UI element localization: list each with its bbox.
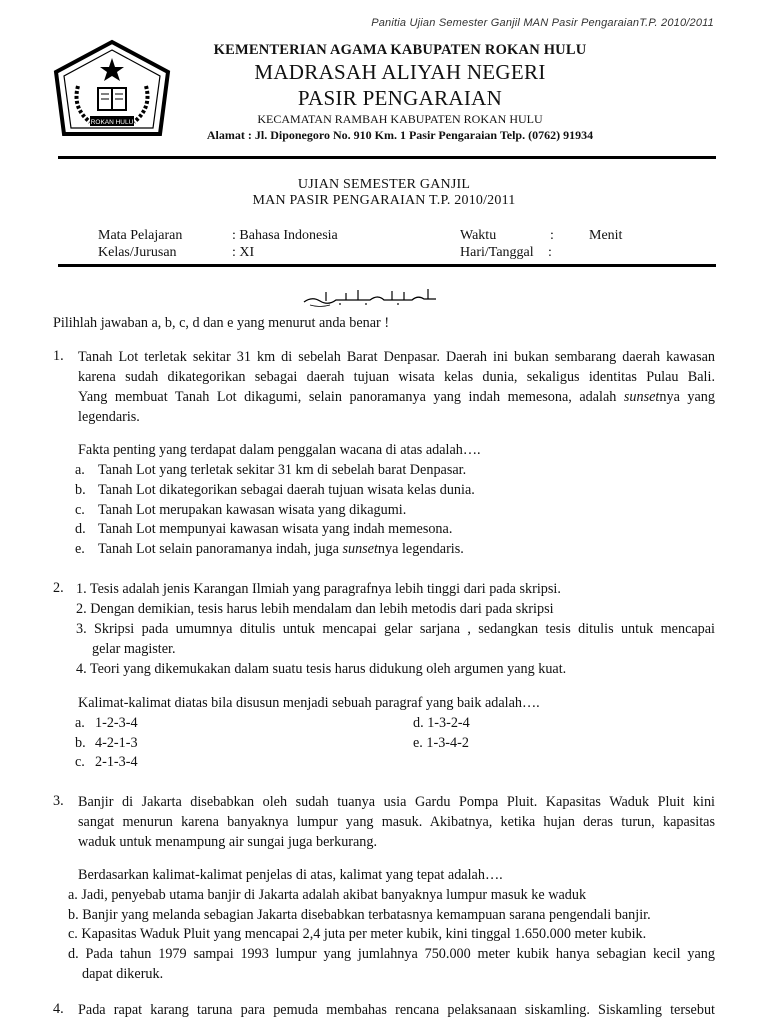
q3-prompt: Berdasarkan kalimat-kalimat penjelas di atas, kalimat yang tepat adalah…. — [78, 867, 503, 883]
q3-option-b: b. Banjir yang melanda sebagian Jakarta disebabkan terbatasnya kemampuan sarana pengendali banjir. — [68, 907, 651, 923]
hari-colon: : — [548, 245, 552, 260]
q4-line: Pada rapat karang taruna para pemuda membahas rencana pelaksanaan siskamling. Siskamling tersebut — [78, 1002, 715, 1018]
bismillah-calligraphy-icon — [300, 286, 440, 308]
q3-option-c: c. Kapasitas Waduk Pluit yang mencapai 2,4 juta per meter kubik, kini tinggal 1.650.000 meter kubik. — [68, 926, 647, 942]
q2-prompt: Kalimat-kalimat diatas bila disusun menjadi sebuah paragraf yang baik adalah…. — [78, 695, 540, 711]
q3-option-d-cont: dapat dikeruk. — [82, 966, 164, 982]
header-note: Panitia Ujian Semester Ganjil MAN Pasir PengaraianT.P. 2010/2011 — [371, 17, 714, 29]
q2-option-a: 1-2-3-4 — [95, 715, 138, 731]
q4-number: 4. — [53, 1001, 64, 1017]
q2-sentence: 2. Dengan demikian, tesis harus lebih mendalam dan lebih metodis dari pada skripsi — [76, 601, 554, 617]
q1-line: karena sudah dikategorikan sebagai daerah tujuan wisata kelas dunia, sekaligus identitas Pulau Bali. — [78, 369, 715, 385]
kop-kecamatan: KECAMATAN RAMBAH KABUPATEN ROKAN HULU — [257, 112, 543, 126]
instruction: Pilihlah jawaban a, b, c, d dan e yang menurut anda benar ! — [53, 315, 390, 331]
q1-line: legendaris. — [78, 409, 140, 425]
q2-option-b: 4-2-1-3 — [95, 735, 138, 751]
info-divider — [58, 264, 716, 267]
q2-option-label: b. — [75, 735, 86, 751]
q1-option-label: a. — [75, 462, 85, 478]
q1-option-d: Tanah Lot mempunyai kawasan wisata yang indah memesona. — [98, 521, 453, 537]
q3-option-d: d. Pada tahun 1979 sampai 1993 lumpur yang jumlahnya 750.000 meter kubik hanya sebagian kecil yang — [68, 946, 715, 962]
q1-number: 1. — [53, 348, 64, 364]
q3-number: 3. — [53, 793, 64, 809]
q3-line: Banjir di Jakarta disebabkan oleh sudah tuanya usia Gardu Pompa Pluit. Kapasitas Waduk Pluit kini — [78, 794, 715, 810]
q1-option-a: Tanah Lot yang terletak sekitar 31 km di sebelah barat Denpasar. — [98, 462, 467, 478]
logo-kabupaten-icon — [50, 38, 174, 146]
q1-option-label: b. — [75, 482, 86, 498]
header-divider — [58, 156, 716, 159]
q2-option-label: c. — [75, 754, 85, 770]
mapel-label: Mata Pelajaran — [98, 228, 183, 243]
q2-option-c: 2-1-3-4 — [95, 754, 138, 770]
q2-number: 2. — [53, 580, 64, 596]
hari-label: Hari/Tanggal — [460, 245, 534, 260]
q1-option-e: Tanah Lot selain panoramanya indah, juga sunsetnya legendaris. — [98, 541, 464, 557]
kelas-value: : XI — [232, 245, 255, 260]
q1-line: Tanah Lot terletak sekitar 31 km di sebelah Barat Denpasar. Daerah ini bukan sembarang daerah kawasan — [78, 349, 715, 365]
q2-option-d: d. 1-3-2-4 — [413, 715, 470, 731]
waktu-label: Waktu — [460, 228, 497, 243]
waktu-unit: Menit — [589, 228, 623, 243]
kop-alamat: Alamat : Jl. Diponegoro No. 910 Km. 1 Pasir Pengaraian Telp. (0762) 91934 — [206, 128, 594, 142]
kelas-label: Kelas/Jurusan — [98, 245, 177, 260]
waktu-colon: : — [550, 228, 554, 243]
q1-option-label: e. — [75, 541, 85, 557]
kop-pasir: PASIR PENGARAIAN — [297, 86, 503, 110]
q2-option-e: e. 1-3-4-2 — [413, 735, 469, 751]
exam-title: UJIAN SEMESTER GANJIL — [297, 177, 471, 192]
q3-line: waduk untuk menampung air sungai juga berkurang. — [78, 834, 378, 850]
q1-option-label: c. — [75, 502, 85, 518]
q1-option-b: Tanah Lot dikategorikan sebagai daerah tujuan wisata kelas dunia. — [98, 482, 475, 498]
kop-kementerian: KEMENTERIAN AGAMA KABUPATEN ROKAN HULU — [213, 42, 587, 58]
q3-option-a: a. Jadi, penyebab utama banjir di Jakarta adalah akibat banyaknya lumpur masuk ke waduk — [68, 887, 587, 903]
q2-sentence: 3. Skripsi pada umumnya ditulis untuk mencapai gelar sarjana , sedangkan tesis ditulis untuk mencapai — [76, 621, 715, 637]
q1-option-label: d. — [75, 521, 86, 537]
q1-line: Yang membuat Tanah Lot dikagumi, selain panoramanya yang indah memesona, adalah sunsetnya yang — [78, 389, 715, 405]
exam-subtitle: MAN PASIR PENGARAIAN T.P. 2010/2011 — [252, 193, 516, 208]
mapel-value: : Bahasa Indonesia — [232, 228, 338, 243]
kop-madrasah: MADRASAH ALIYAH NEGERI — [254, 60, 546, 84]
logo-text: ROKAN HULU — [90, 119, 134, 126]
q2-sentence: gelar magister. — [92, 641, 176, 657]
q1-option-c: Tanah Lot merupakan kawasan wisata yang dikagumi. — [98, 502, 407, 518]
q2-option-label: a. — [75, 715, 85, 731]
q3-line: sangat menurun karena banyaknya lumpur yang masuk. Akibatnya, ketika hujan deras turun, kapasitas — [78, 814, 715, 830]
q2-sentence: 4. Teori yang dikemukakan dalam suatu tesis harus didukung oleh argumen yang kuat. — [76, 661, 567, 677]
q1-prompt: Fakta penting yang terdapat dalam penggalan wacana di atas adalah…. — [78, 442, 481, 458]
q2-sentence: 1. Tesis adalah jenis Karangan Ilmiah yang paragrafnya lebih tinggi dari pada skripsi. — [76, 581, 561, 597]
